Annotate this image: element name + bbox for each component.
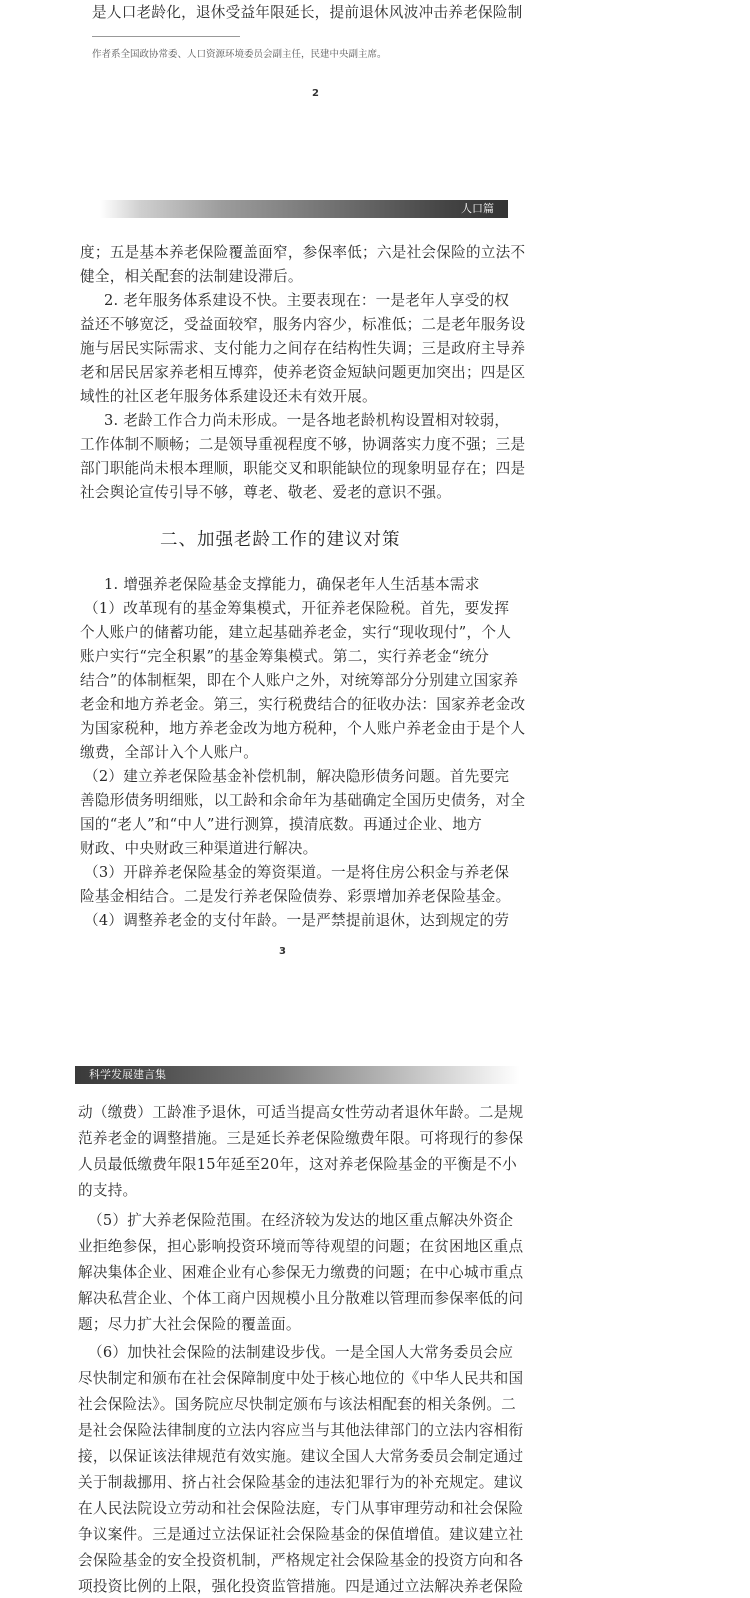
paragraph-line: 财政、中央财政三种渠道进行解决。 <box>80 840 318 857</box>
paragraph-line: 账户实行“完全积累”的基金筹集模式。第二，实行养老金“统分 <box>80 648 490 665</box>
paragraph-line: （6）加快社会保险的法制建设步伐。一是全国人大常务委员会应 <box>88 1344 514 1361</box>
page-number-2: 2 <box>312 88 319 99</box>
paragraph-line: 是社会保险法律制度的立法内容应当与其他法律部门的立法内容相衔 <box>78 1422 524 1439</box>
paragraph-line: 社会舆论宣传引导不够，尊老、敬老、爱老的意识不强。 <box>80 484 452 501</box>
paragraph-line: 尽快制定和颁布在社会保障制度中处于核心地位的《中华人民共和国 <box>78 1370 524 1387</box>
paragraph-line: 解决集体企业、困难企业有心参保无力缴费的问题；在中心城市重点 <box>78 1264 524 1281</box>
paragraph-line: （4）调整养老金的支付年龄。一是严禁提前退休，达到规定的劳 <box>84 912 510 929</box>
paragraph-line: 为国家税种，地方养老金改为地方税种，个人账户养老金由于是个人 <box>80 720 526 737</box>
paragraph-line: 业拒绝参保，担心影响投资环境而等待观望的问题；在贫困地区重点 <box>78 1238 524 1255</box>
chapter-header-label: 人口篇 <box>461 202 494 215</box>
paragraph-line: （1）改革现有的基金筹集模式，开征养老保险税。首先，要发挥 <box>84 600 510 617</box>
paragraph-line: 项投资比例的上限，强化投资监管措施。四是通过立法解决养老保险 <box>78 1578 524 1595</box>
paragraph-line: 关于制裁挪用、挤占社会保险基金的违法犯罪行为的补充规定。建议 <box>78 1474 524 1491</box>
paragraph-line: 险基金相结合。二是发行养老保险债券、彩票增加养老保险基金。 <box>80 888 511 905</box>
paragraph-line: （3）开辟养老保险基金的筹资渠道。一是将住房公积金与养老保 <box>84 864 510 881</box>
page2-top-line: 是人口老龄化，退休受益年限延长，提前退休风波冲击养老保险制 <box>92 4 523 21</box>
paragraph-line: 解决私营企业、个体工商户因规模小且分散难以管理而参保率低的问 <box>78 1290 524 1307</box>
paragraph-line: 题；尽力扩大社会保险的覆盖面。 <box>78 1316 301 1333</box>
paragraph-line: 健全，相关配套的法制建设滞后。 <box>80 268 303 285</box>
book-header-label: 科学发展建言集 <box>89 1068 166 1081</box>
paragraph-line: 范养老金的调整措施。三是延长养老保险缴费年限。可将现行的参保 <box>78 1130 524 1147</box>
paragraph-line: 结合”的体制框架，即在个人账户之外，对统筹部分分别建立国家养 <box>80 672 519 689</box>
paragraph-line: 缴费，全部计入个人账户。 <box>80 744 259 761</box>
paragraph-line: 3. 老龄工作合力尚未形成。一是各地老龄机构设置相对较弱， <box>104 412 510 429</box>
paragraph-line: 人员最低缴费年限15年延至20年，这对养老保险基金的平衡是不小 <box>78 1156 517 1173</box>
paragraph-line: 工作体制不顺畅；二是领导重视程度不够，协调落实力度不强；三是 <box>80 436 526 453</box>
chapter-header-banner <box>100 200 508 218</box>
paragraph-line: 域性的社区老年服务体系建设还未有效开展。 <box>80 388 377 405</box>
paragraph-line: 部门职能尚未根本理顺，职能交叉和职能缺位的现象明显存在；四是 <box>80 460 526 477</box>
paragraph-line: 善隐形债务明细账，以工龄和余命年为基础确定全国历史债务，对全 <box>80 792 526 809</box>
paragraph-line: 的支持。 <box>78 1182 138 1199</box>
footnote: 作者系全国政协常委、人口资源环境委员会副主任，民建中央副主席。 <box>92 49 387 60</box>
paragraph-line: 度；五是基本养老保险覆盖面窄，参保率低；六是社会保险的立法不 <box>80 244 526 261</box>
paragraph-line: 接，以保证该法律规范有效实施。建议全国人大常务委员会制定通过 <box>78 1448 524 1465</box>
paragraph-line: 会保险基金的安全投资机制，严格规定社会保险基金的投资方向和各 <box>78 1552 524 1569</box>
paragraph-line: （5）扩大养老保险范围。在经济较为发达的地区重点解决外资企 <box>88 1212 514 1229</box>
footnote-rule <box>92 36 240 37</box>
paragraph-line: （2）建立养老保险基金补偿机制，解决隐形债务问题。首先要完 <box>84 768 510 785</box>
page-number-3: 3 <box>279 946 286 957</box>
paragraph-line: 争议案件。三是通过立法保证社会保险基金的保值增值。建议建立社 <box>78 1526 524 1543</box>
paragraph-line: 国的“老人”和“中人”进行测算，摸清底数。再通过企业、地方 <box>80 816 482 833</box>
paragraph-line: 个人账户的储蓄功能，建立起基础养老金，实行“现收现付”，个人 <box>80 624 512 641</box>
paragraph-line: 动（缴费）工龄准予退休，可适当提高女性劳动者退休年龄。二是规 <box>78 1104 524 1121</box>
paragraph-line: 1. 增强养老保险基金支撑能力，确保老年人生活基本需求 <box>104 576 480 593</box>
paragraph-line: 老金和地方养老金。第三，实行税费结合的征收办法：国家养老金改 <box>80 696 526 713</box>
section-heading: 二、加强老龄工作的建议对策 <box>160 530 401 550</box>
paragraph-line: 施与居民实际需求、支付能力之间存在结构性失调；三是政府主导养 <box>80 340 526 357</box>
paragraph-line: 在人民法院设立劳动和社会保险法庭，专门从事审理劳动和社会保险 <box>78 1500 524 1517</box>
paragraph-line: 老和居民居家养老相互博弈，使养老资金短缺问题更加突出；四是区 <box>80 364 526 381</box>
book-header-banner <box>75 1066 520 1084</box>
paragraph-line: 益还不够宽泛，受益面较窄，服务内容少，标准低；二是老年服务设 <box>80 316 526 333</box>
paragraph-line: 社会保险法》。国务院应尽快制定颁布与该法相配套的相关条例。二 <box>78 1396 517 1413</box>
paragraph-line: 2. 老年服务体系建设不快。主要表现在：一是老年人享受的权 <box>104 292 510 309</box>
